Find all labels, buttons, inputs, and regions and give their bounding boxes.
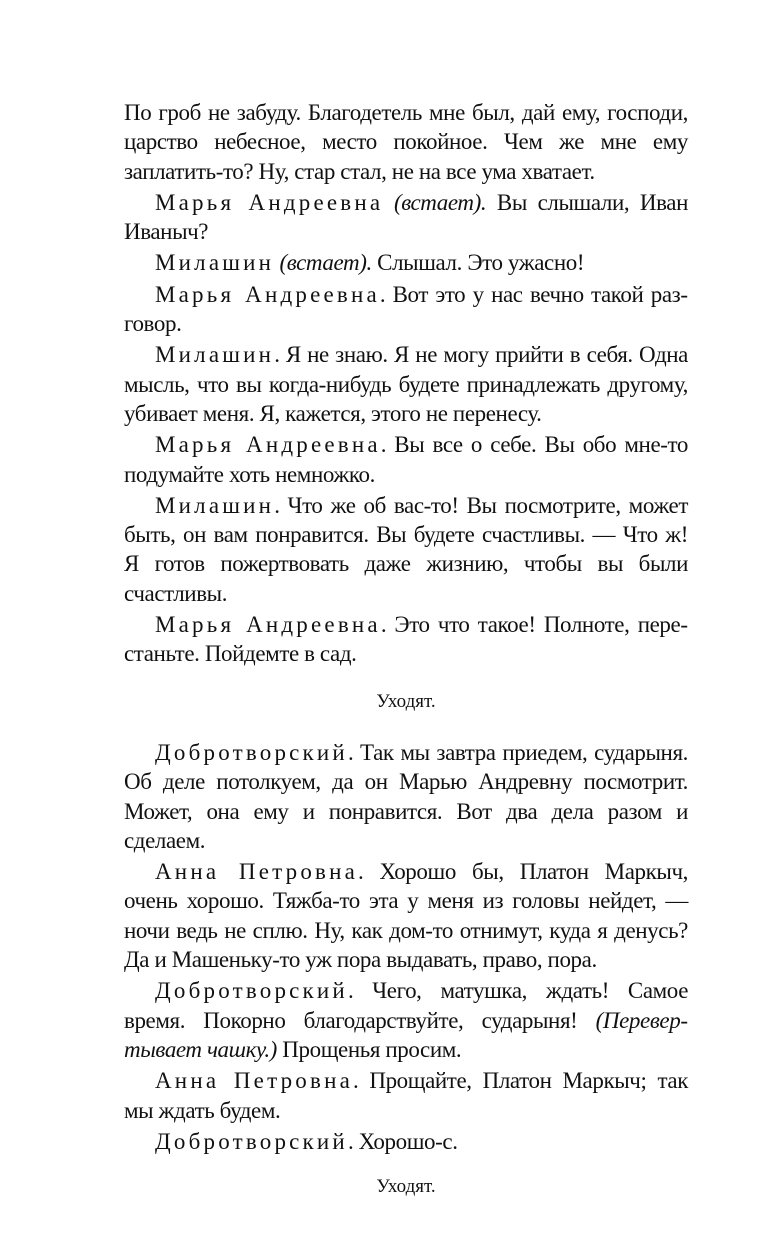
speaker-name: Марья Андреевна	[155, 612, 381, 638]
line-text: . Что же об вас-то! Вы посмотрите, может быть, он вам понравится. Вы будете счастливы. — Что ж! Я готов пожертвовать даже жизнию, чтобы вы были счастливы.	[124, 492, 688, 606]
stage-remark: (встает).	[393, 189, 487, 215]
line-text: . Чего, матушка, ждать! Самое время. Покорно благодарствуйте, сударыня!	[124, 978, 688, 1033]
speaker-name: Добротворский	[155, 739, 348, 765]
paragraph	[124, 98, 688, 186]
speaker-name: Милашин	[155, 492, 275, 518]
dialogue-line	[124, 738, 688, 855]
dialogue-line	[124, 248, 688, 277]
speaker-name: Добротворский	[155, 978, 348, 1004]
dialogue-line	[124, 976, 688, 1064]
speaker-name: Марья Андреевна	[155, 189, 384, 215]
speaker-name: Милашин	[155, 342, 275, 368]
paragraph-text: По гроб не забуду. Благодетель мне был, дай ему, господи, царство небесное, место покойное. Чем же мне ему заплатить-то? Ну, стар стал, не на все ума хватает.	[124, 100, 688, 184]
line-text: . Прощайте, Платон Маркыч; так мы ждать будем.	[124, 1068, 688, 1123]
line-text: . Так мы завтра приедем, сударыня. Об деле потолкуем, да он Марью Андревну посмотрит. Может, она ему и понравится. Вот два дела разом и сделаем.	[124, 739, 688, 853]
dialogue-line	[124, 1066, 688, 1125]
dialogue-line	[124, 491, 688, 608]
line-text: . Это что такое! Полноте, перестаньте. Пойдемте в сад.	[124, 612, 688, 667]
dialogue-line	[124, 857, 688, 974]
speaker-name: Милашин	[155, 250, 275, 276]
line-text: . Хорошо бы, Платон Маркыч, очень хорошо. Тяжба-то эта у меня из головы нейдет, — ночи ведь не сплю. Ну, как дом-то отнимут, куда я денусь? Да и Машеньку-то уж пора выдавать, право, пора.	[124, 859, 688, 973]
stage-direction: Уходят.	[376, 1176, 436, 1198]
speaker-name: Марья Андреевна	[155, 432, 381, 458]
dialogue-line	[124, 1127, 688, 1156]
dialogue-line	[124, 610, 688, 669]
stage-remark: (Перевертывает чашку.)	[124, 1007, 688, 1062]
dialogue-line	[124, 188, 688, 247]
line-text: . Я не знаю. Я не могу прийти в себя. Одна мысль, что вы когда-нибудь будете принадлежать другому, убивает меня. Я, кажется, этого не перенесу.	[124, 342, 688, 426]
book-page	[124, 98, 688, 1201]
speaker-name: Анна Петровна	[155, 859, 359, 885]
line-text-after: Прощенья просим.	[276, 1036, 462, 1062]
dialogue-line	[124, 280, 688, 339]
stage-remark: (встает).	[279, 250, 372, 276]
line-text: . Хорошо-с.	[347, 1128, 458, 1154]
speaker-name: Анна Петровна	[155, 1068, 353, 1094]
speaker-name: Добротворский	[155, 1128, 348, 1154]
line-text: . Вы все о себе. Вы обо мне-то подумайте хоть немножко.	[124, 432, 688, 487]
speaker-name: Марья Андреевна	[155, 281, 380, 307]
line-text: . Вот это у нас вечно такой разговор.	[124, 281, 688, 337]
dialogue-line	[124, 340, 688, 428]
stage-direction: Уходят.	[376, 690, 436, 712]
line-text: Вы слышали, Иван Иваныч?	[124, 189, 688, 245]
dialogue-line	[124, 430, 688, 489]
line-text: Слышал. Это ужасно!	[371, 250, 585, 276]
